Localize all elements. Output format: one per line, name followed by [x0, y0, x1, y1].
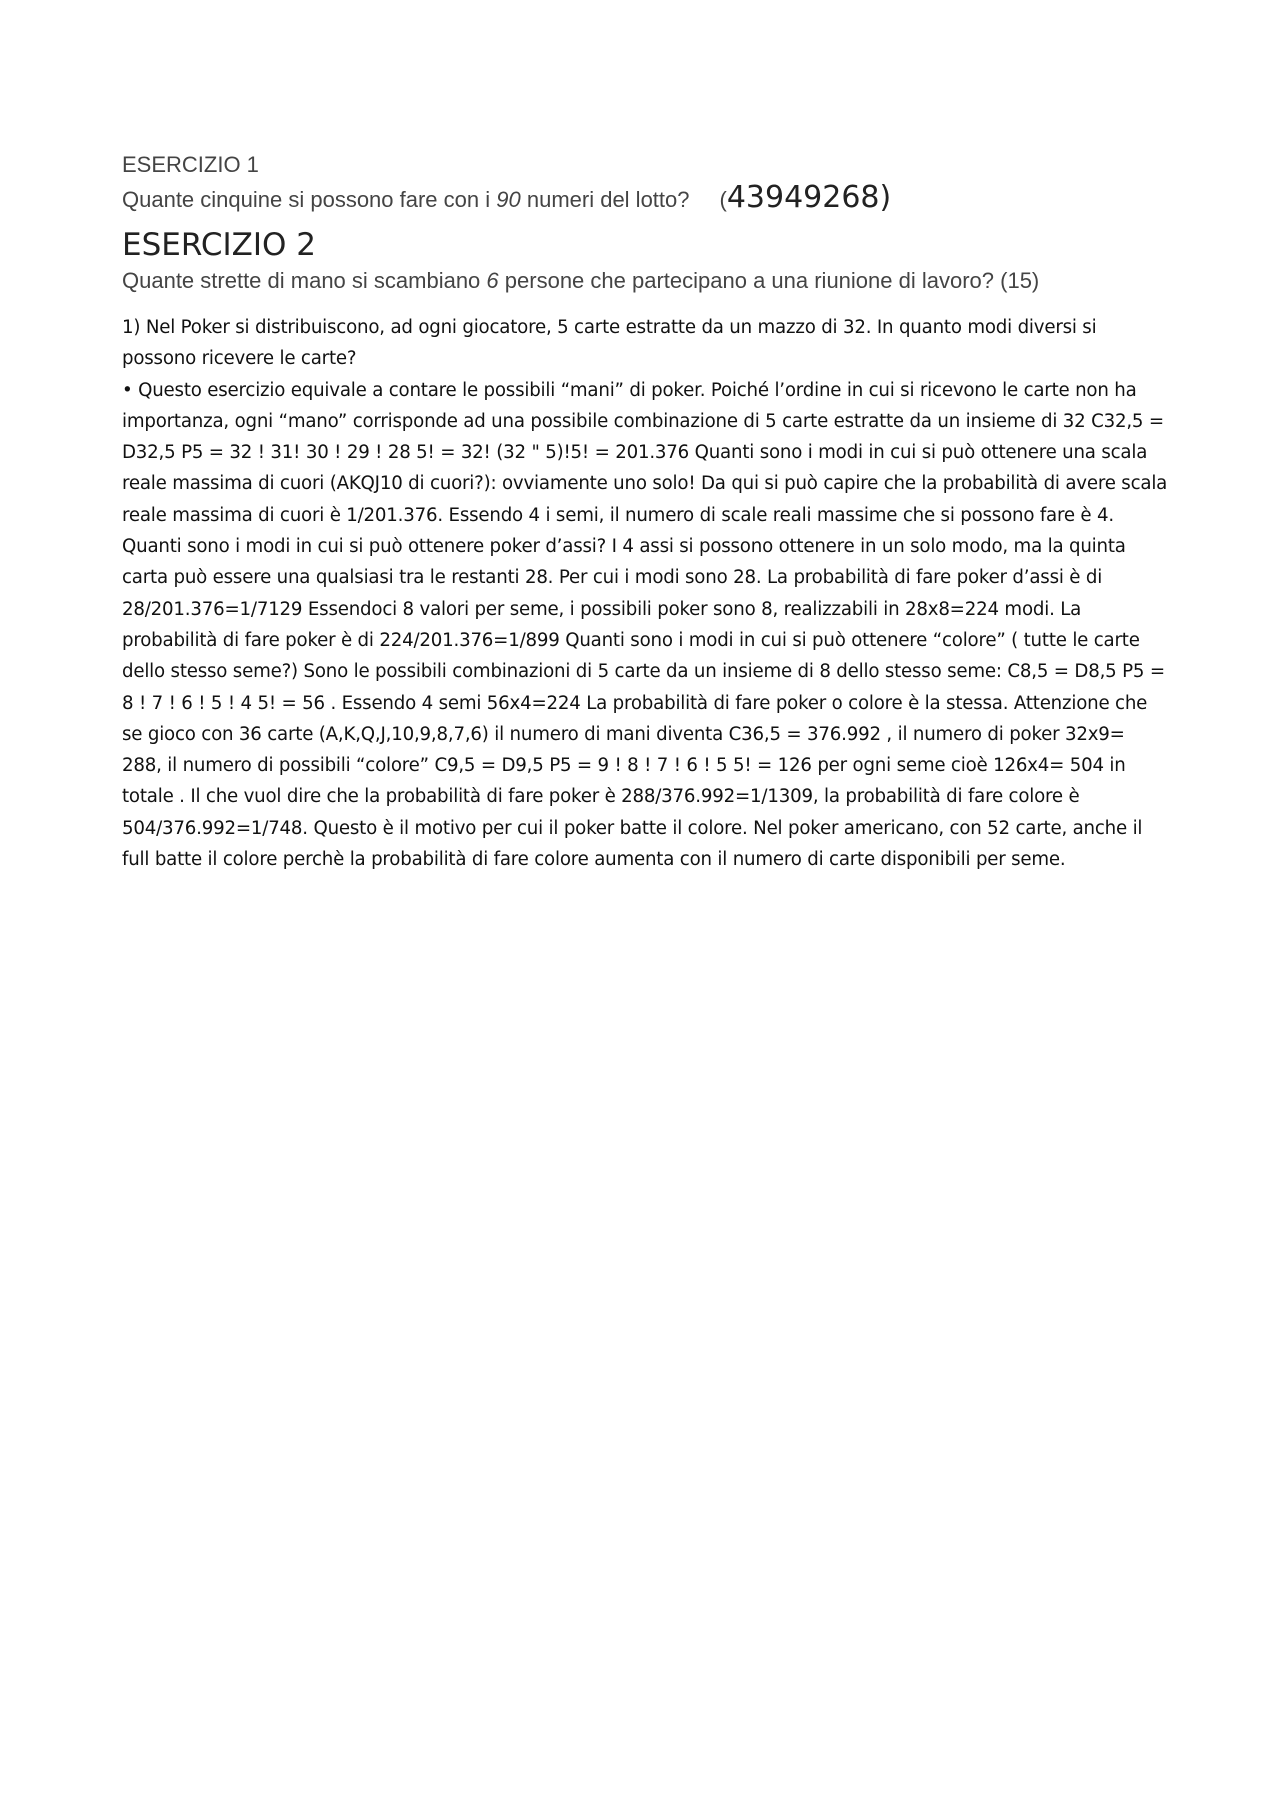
- exercise2-question: [122, 266, 1168, 296]
- exercise1-question-number: 90: [496, 187, 521, 212]
- exercise2-title: ESERCIZIO 2: [122, 227, 316, 263]
- exercise1-title: ESERCIZIO 1: [122, 152, 259, 177]
- exercise2-question-number: 6: [486, 268, 499, 293]
- document-content: [122, 150, 1168, 875]
- exercise2-question-prefix: Quante strette di mano si scambiano: [122, 268, 487, 293]
- exercise2-question-suffix: persone che partecipano a una riunione di lavoro? (15): [498, 268, 1040, 293]
- exercise1-question-prefix: Quante cinquine si possono fare con i: [122, 187, 497, 212]
- poker-section: [122, 312, 1168, 875]
- exercise1-answer-open: (: [719, 187, 727, 212]
- exercise1-question: [122, 180, 1168, 218]
- exercise1-answer-value: 43949268): [726, 180, 892, 215]
- poker-answer: • Questo esercizio equivale a contare le possibili “mani” di poker. Poiché l’ordine in cui si ricevono le carte non ha importanza, ogni “mano” corrisponde ad una possibile combinazione di 5 carte estratte da un insieme di 32 C32,5 = D32,5 P5 = 32 ! 31! 30 ! 29 ! 28 5! = 32! (32 " 5)!5! = 201.376 Quanti sono i modi in cui si può ottenere una scala reale massima di cuori (AKQJ10 di cuori?): ovviamente uno solo! Da qui si può capire che la probabilità di avere scala reale massima di cuori è 1/201.376. Essendo 4 i semi, il numero di scale reali massime che si possono fare è 4. Quanti sono i modi in cui si può ottenere poker d’assi? I 4 assi si possono ottenere in un solo modo, ma la quinta carta può essere una qualsiasi tra le restanti 28. Per cui i modi sono 28. La probabilità di fare poker d’assi è di 28/201.376=1/7129 Essendoci 8 valori per seme, i possibili poker sono 8, realizzabili in 28x8=224 modi. La probabilità di fare poker è di 224/201.376=1/899 Quanti sono i modi in cui si può ottenere “colore” ( tutte le carte dello stesso seme?) Sono le possibili combinazioni di 5 carte da un insieme di 8 dello stesso seme: C8,5 = D8,5 P5 = 8 ! 7 ! 6 ! 5 ! 4 5! = 56 . Essendo 4 semi 56x4=224 La probabilità di fare poker o colore è la stessa. Attenzione che se gioco con 36 carte (A,K,Q,J,10,9,8,7,6) il numero di mani diventa C36,5 = 376.992 , il numero di poker 32x9= 288, il numero di possibili “colore” C9,5 = D9,5 P5 = 9 ! 8 ! 7 ! 6 ! 5 5! = 126 per ogni seme cioè 126x4= 504 in totale . Il che vuol dire che la probabilità di fare poker è 288/376.992=1/1309, la probabilità di fare colore è 504/376.992=1/748. Questo è il motivo per cui il poker batte il colore. Nel poker americano, con 52 carte, anche il full batte il colore perchè la probabilità di fare colore aumenta con il numero di carte disponibili per seme.: [122, 379, 1168, 871]
- poker-question: 1) Nel Poker si distribuiscono, ad ogni giocatore, 5 carte estratte da un mazzo di 32. In quanto modi diversi si possono ricevere le carte?: [122, 317, 1097, 370]
- exercise1-question-suffix: numeri del lotto?: [520, 187, 690, 212]
